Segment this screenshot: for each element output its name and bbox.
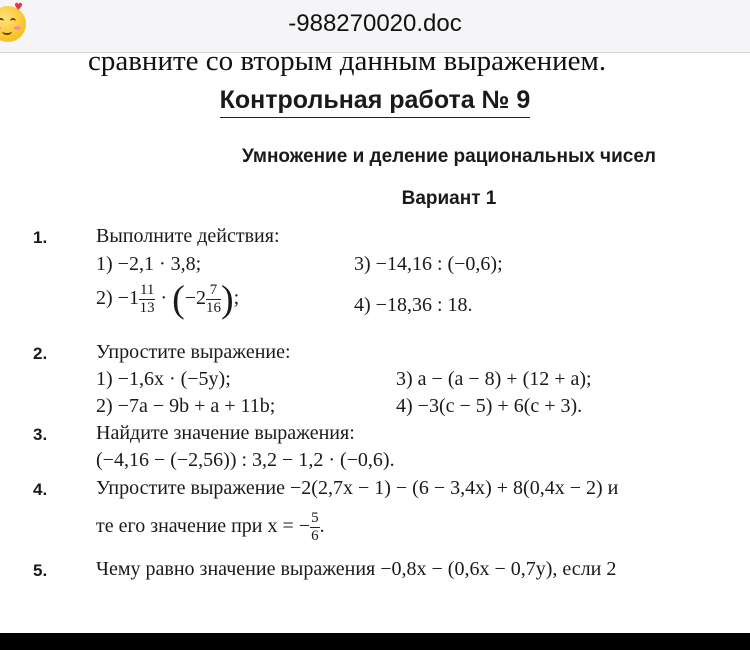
fraction-5-6 <box>310 510 320 545</box>
task-3-heading: Найдите значение выражения: <box>96 422 355 444</box>
task-3-expression: (−4,16 − (−2,56)) : 3,2 − 1,2 · (−0,6). <box>96 449 395 471</box>
fraction-denominator: 6 <box>311 528 319 544</box>
task-4-line-1: Упростите выражение −2(2,7x − 1) − (6 − 3,4x) + 8(0,4x − 2) и <box>96 477 619 499</box>
task-2-part-4: 4) −3(c − 5) + 6(c + 3). <box>396 395 583 417</box>
variant-label: Вариант 1 <box>401 188 497 209</box>
task-2-part-1: 1) −1,6x · (−5y); <box>96 368 231 390</box>
task-2-part-3: 3) a − (a − 8) + (12 + a); <box>396 368 592 390</box>
task-1-part-2: 2) −1 $\frac{11}{13}$ · (−2 $\frac{7}{16}$ ); <box>96 278 240 321</box>
task-1-number: 1. <box>33 228 48 247</box>
task-1-part-1: 1) −2,1 · 3,8; <box>96 253 202 275</box>
fraction-11-13 <box>139 282 155 317</box>
task-1-heading: Выполните действия: <box>96 225 280 247</box>
fraction-numerator: 5 <box>311 510 319 526</box>
task-1-part-4: 4) −18,36 : 18. <box>354 294 473 316</box>
fraction-numerator: 11 <box>139 282 155 298</box>
fraction-denominator: 13 <box>139 300 155 316</box>
bottom-bar <box>0 633 750 650</box>
task-4-line-2-prefix: те его значение при x = − <box>96 515 311 538</box>
task-5-number: 5. <box>33 561 48 580</box>
cut-off-text-line: сравните со вторым данным выражением. <box>88 45 607 77</box>
task-2-number: 2. <box>33 344 48 363</box>
fraction-denominator: 16 <box>206 300 222 316</box>
task-4-line-2 <box>96 510 325 545</box>
smiling-face-with-hearts-icon[interactable]: ♥ <box>0 6 26 42</box>
task-1-part-3: 3) −14,16 : (−0,6); <box>354 253 503 275</box>
document-filename: -988270020.doc <box>288 10 462 37</box>
task-4-number: 4. <box>33 480 48 499</box>
page-title <box>0 86 750 115</box>
section-subtitle: Умножение и деление рациональных чисел <box>242 146 656 167</box>
task-4-line-2-suffix: . <box>319 515 325 538</box>
task-1-part-2-suffix: ; <box>233 287 240 310</box>
task-1-part-2-middle: −2 <box>184 287 207 310</box>
title-text: Контрольная работа № 9 <box>220 86 531 118</box>
fraction-7-16 <box>206 282 221 317</box>
task-2-heading: Упростите выражение: <box>96 341 291 363</box>
task-3-number: 3. <box>33 425 48 444</box>
task-5-line-1: Чему равно значение выражения −0,8x − (0,6x − 0,7y), если 2 <box>96 558 617 580</box>
fraction-numerator: 7 <box>206 282 221 300</box>
task-1-part-2-prefix: 2) −1 <box>96 287 139 310</box>
task-2-part-2: 2) −7a − 9b + a + 11b; <box>96 395 276 417</box>
